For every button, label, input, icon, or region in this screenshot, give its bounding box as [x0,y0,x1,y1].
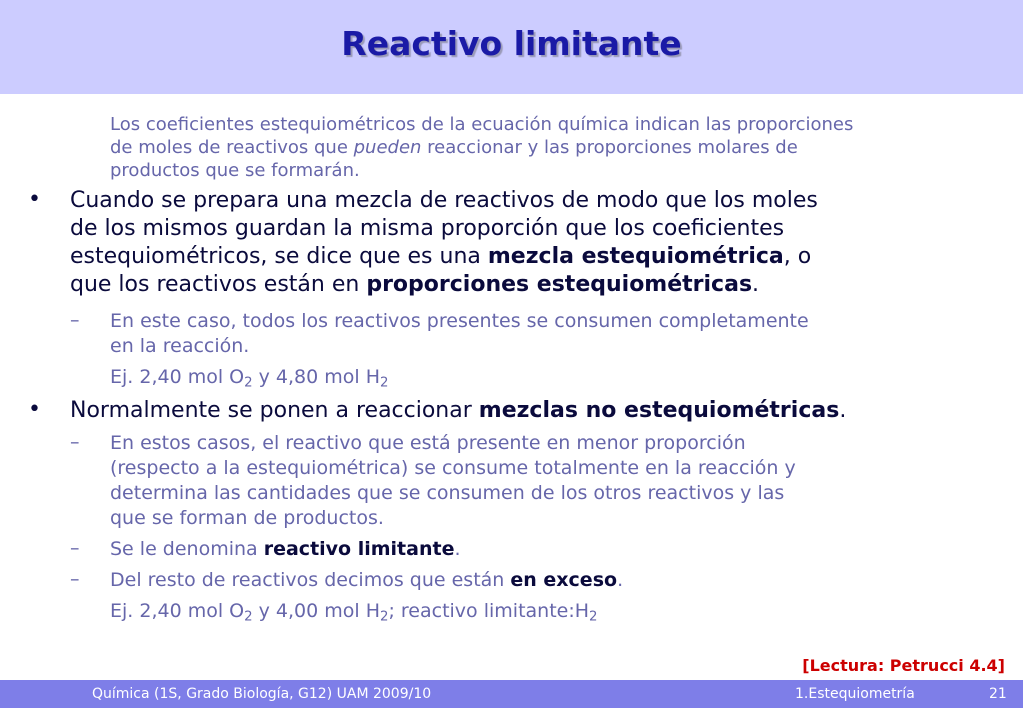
point2-sub1-line-3: determina las cantidades que se consumen de los otros reactivos y las [110,482,785,504]
intro-line-3: productos que se formarán. [110,160,360,181]
reading-reference: [Lectura: Petrucci 4.4] [802,656,1005,675]
point2-sub3: Del resto de reactivos decimos que están en exceso. [110,569,624,591]
term-en-exceso: en exceso [510,569,618,591]
intro-line-2: de moles de reactivos que pueden reaccionar y las proporciones molares de [110,137,798,158]
point1-example: Ej. 2,40 mol $O_2$ y 4,80 mol $H_2$ [110,366,389,391]
slide-title: Reactivo limitante [341,24,682,63]
point1-line-2: de los mismos guardan la misma proporción que los coeficientes [70,216,785,241]
point2-sub1-line-2: (respecto a la estequiométrica) se consume totalmente en la reacción y [110,457,796,479]
term-reactivo-limitante: reactivo limitante [263,538,455,560]
point1-line-1: Cuando se prepara una mezcla de reactivos de modo que los moles [70,188,818,213]
footer-section: 1.Estequiometría [795,686,915,702]
dash-1: – [70,309,80,331]
point2-example: Ej. 2,40 mol $O_2$ y 4,00 mol $H_2$; reactivo $limitante:H_2$ [110,600,598,625]
bullet-2: • [28,397,41,422]
point2-sub1-line-4: que se forman de productos. [110,507,384,529]
dash-2: – [70,431,80,453]
intro-line-1: Los coeficientes estequiométricos de la ecuación química indican las proporciones [110,114,854,135]
point1-sub1-line-2: en la reacción. [110,335,250,357]
dash-3: – [70,537,80,559]
dash-4: – [70,568,80,590]
point2-line-1: Normalmente se ponen a reaccionar mezclas no estequiométricas. [70,398,847,423]
term-mezcla-estequiometrica: mezcla estequiométrica [487,244,784,269]
term-proporciones-estequiometricas: proporciones estequiométricas [366,272,753,297]
point2-sub2: Se le denomina reactivo limitante. [110,538,461,560]
footer-course: Química (1S, Grado Biología, G12) UAM 2009/10 [92,686,432,702]
footer-page-number: 21 [989,686,1007,702]
bullet-1: • [28,187,41,212]
emphasis-pueden: pueden [353,137,422,158]
term-mezclas-no-estequiometricas: mezclas no estequiométricas [478,398,840,423]
point2-sub1-line-1: En estos casos, el reactivo que está presente en menor proporción [110,432,746,454]
point1-sub1-line-1: En este caso, todos los reactivos presentes se consumen completamente [110,310,809,332]
point1-line-3: estequiométricos, se dice que es una mezcla estequiométrica, o [70,244,812,269]
point1-line-4: que los reactivos están en proporciones estequiométricas. [70,272,760,297]
